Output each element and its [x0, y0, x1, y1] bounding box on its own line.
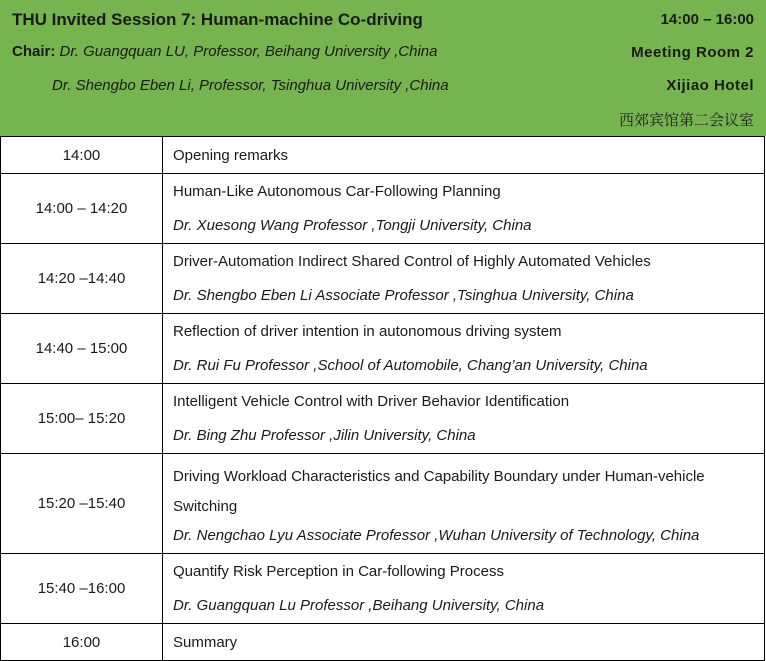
talk-title: Driving Workload Characteristics and Capability Boundary under Human-vehicle Switching [173, 468, 705, 515]
table-row [1, 314, 765, 384]
time-cell: 15:00– 15:20 [1, 384, 163, 454]
speaker: Dr. Shengbo Eben Li Associate Professor ,Tsinghua University, China [173, 287, 634, 304]
content-cell [163, 244, 765, 314]
chair-name-2: Dr. Shengbo Eben Li, Professor, Tsinghua University ,China [52, 77, 449, 94]
time-cell: 15:40 –16:00 [1, 554, 163, 624]
hotel-room-chinese: 西郊宾馆第二会议室 [618, 111, 754, 129]
talk-title: Quantify Risk Perception in Car-following Process [173, 563, 504, 580]
time-cell: 14:40 – 15:00 [1, 314, 163, 384]
table-row [1, 384, 765, 454]
content-cell [163, 384, 765, 454]
content-cell [163, 624, 765, 661]
talk-title: Intelligent Vehicle Control with Driver Behavior Identification [173, 393, 570, 410]
speaker: Dr. Xuesong Wang Professor ,Tongji University, China [173, 217, 532, 234]
content-cell [163, 174, 765, 244]
talk-title: Driver-Automation Indirect Shared Control of Highly Automated Vehicles [173, 253, 651, 270]
time-cell: 14:00 [1, 137, 163, 174]
content-cell [163, 314, 765, 384]
talk-title: Opening remarks [173, 146, 289, 164]
time-cell: 16:00 [1, 624, 163, 661]
session-title: THU Invited Session 7: Human-machine Co-driving [12, 10, 423, 29]
session-time: 14:00 – 16:00 [660, 11, 754, 28]
speaker: Dr. Bing Zhu Professor ,Jilin University, China [173, 427, 476, 444]
table-row [1, 174, 765, 244]
schedule-table [0, 136, 765, 661]
content-cell [163, 554, 765, 624]
talk-title: Summary [173, 633, 238, 651]
table-row [1, 554, 765, 624]
talk-title: Reflection of driver intention in autonomous driving system [173, 323, 562, 340]
content-cell [163, 137, 765, 174]
hotel-name: Xijiao Hotel [666, 77, 754, 94]
time-cell: 15:20 –15:40 [1, 454, 163, 554]
table-row [1, 137, 765, 174]
speaker: Dr. Guangquan Lu Professor ,Beihang University, China [173, 597, 545, 614]
content-cell [163, 454, 765, 554]
chair-label: Chair: [12, 43, 56, 60]
speaker: Dr. Rui Fu Professor ,School of Automobile, Chang’an University, China [173, 357, 648, 374]
chair-line-1 [12, 43, 438, 60]
speaker: Dr. Nengchao Lyu Associate Professor ,Wuhan University of Technology, China [173, 527, 700, 544]
time-cell: 14:20 –14:40 [1, 244, 163, 314]
table-row [1, 244, 765, 314]
chair-name-1: Dr. Guangquan LU, Professor, Beihang University ,China [59, 43, 438, 60]
talk-title: Human-Like Autonomous Car-Following Planning [173, 183, 501, 200]
table-row [1, 454, 765, 554]
meeting-room: Meeting Room 2 [631, 44, 754, 61]
time-cell: 14:00 – 14:20 [1, 174, 163, 244]
table-row [1, 624, 765, 661]
session-header [0, 0, 766, 136]
